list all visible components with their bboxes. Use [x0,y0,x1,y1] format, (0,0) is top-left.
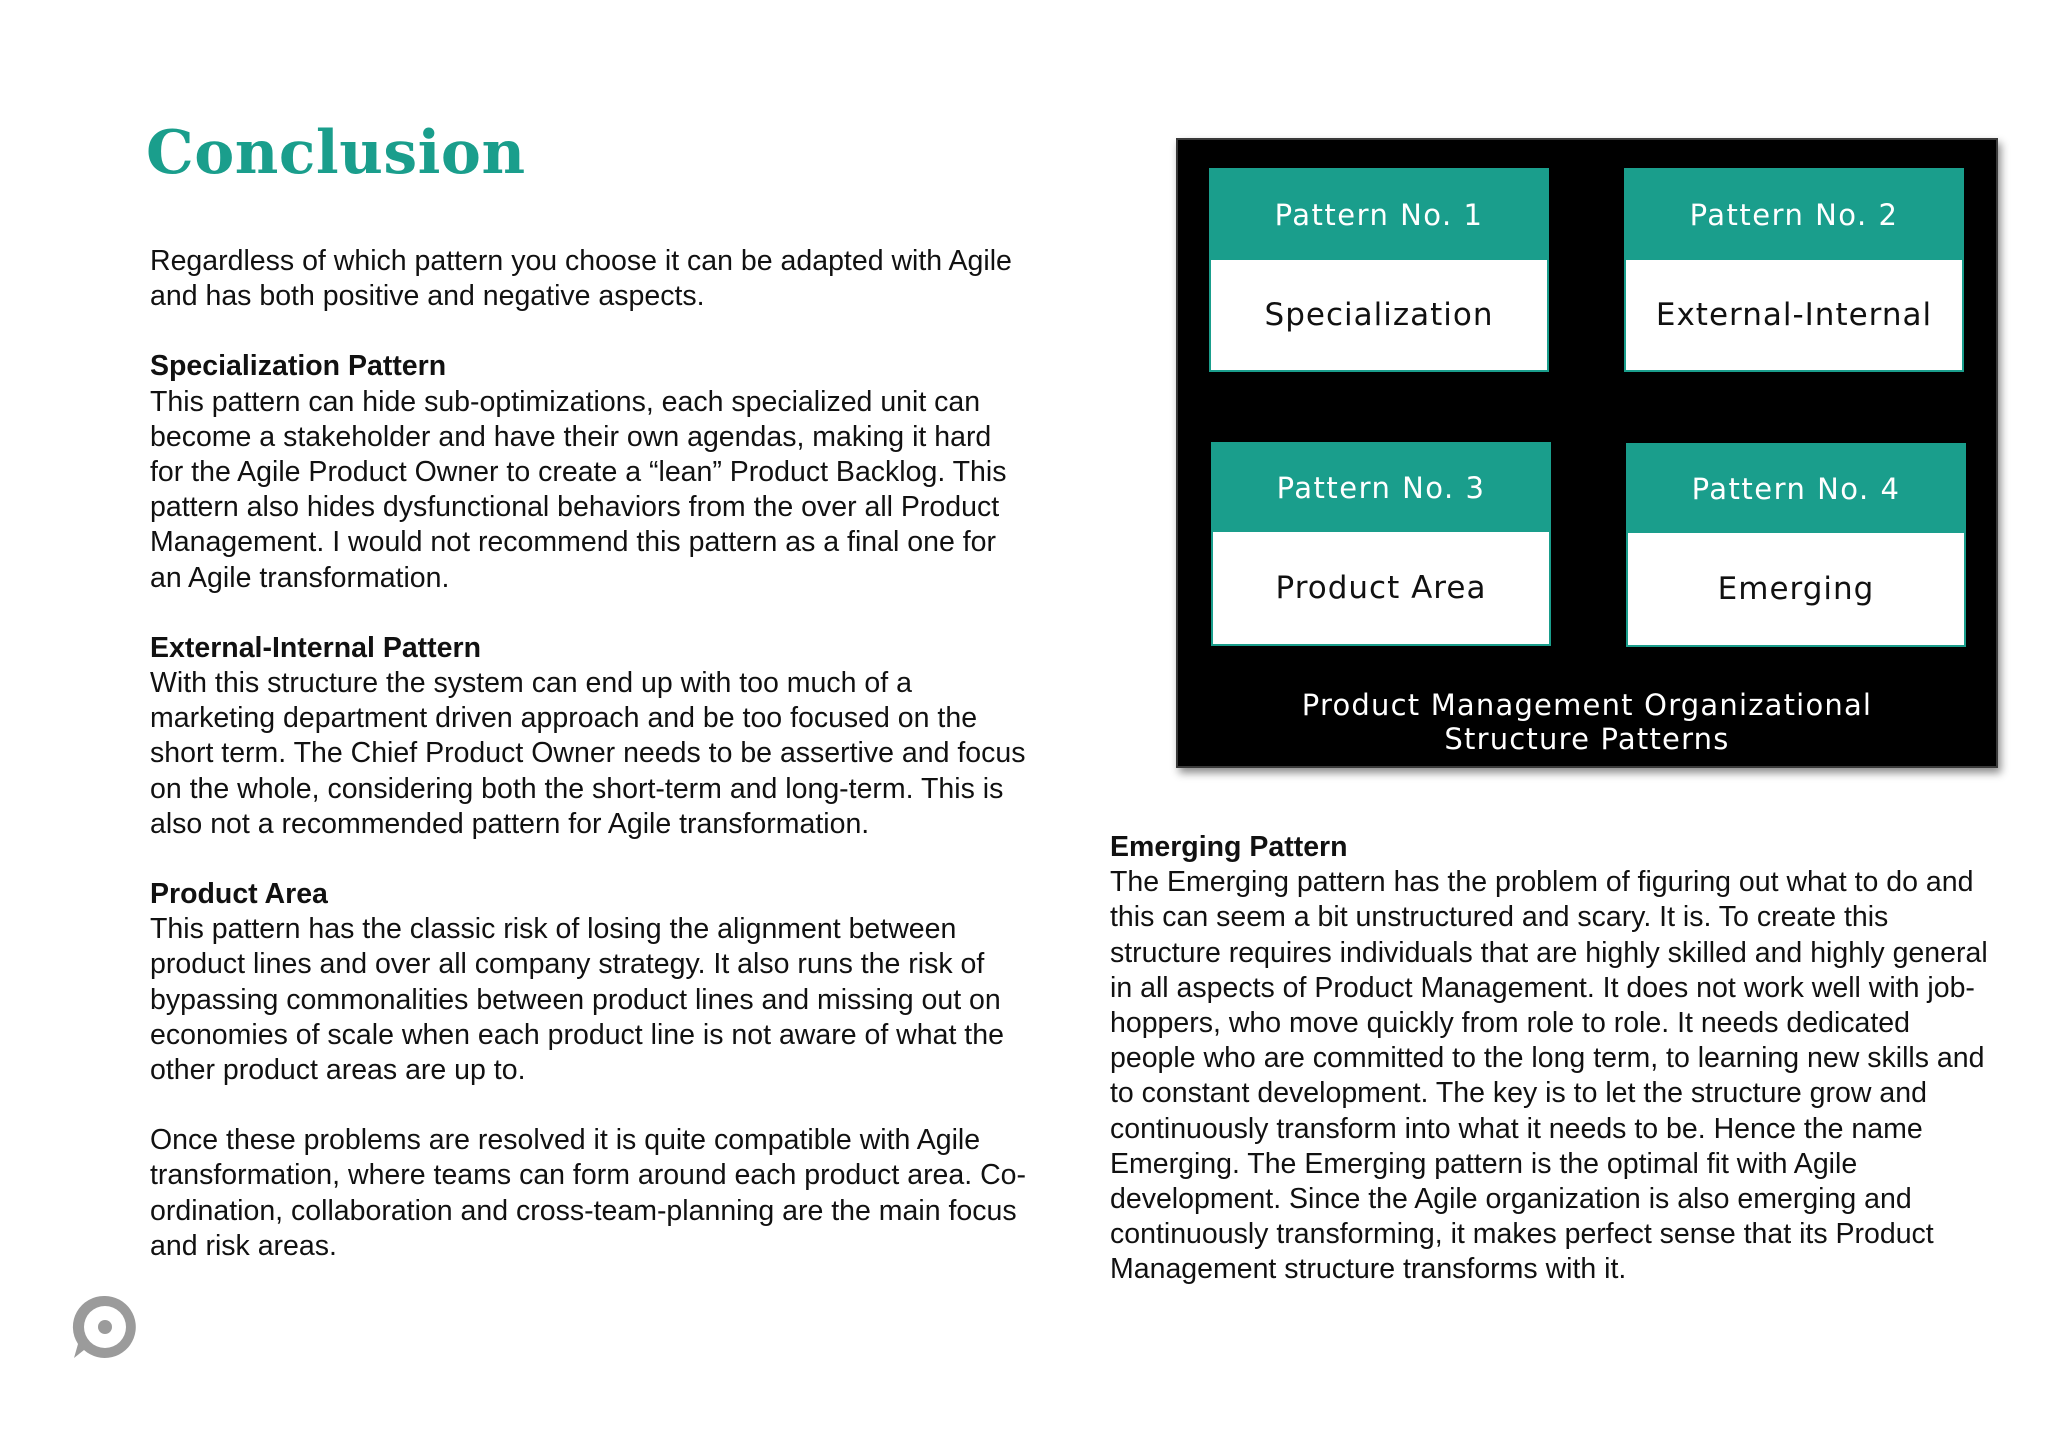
specialization-line: an Agile transformation. [150,561,450,594]
diagram-caption-line: Structure Patterns [1444,722,1730,756]
diagram-caption [1178,688,1996,756]
product-area-line: other product areas are up to. [150,1054,526,1087]
product-area-heading: Product Area [150,878,328,911]
patterns-diagram [1176,138,1998,768]
emerging-line: structure requires individuals that are highly skilled and highly general [1110,936,1988,969]
specialization-line: Management. I would not recommend this pattern as a final one for [150,526,996,559]
intro-line: Regardless of which pattern you choose it can be adapted with Agile [150,245,1012,277]
intro-paragraph [150,244,1070,314]
closing-line: Once these problems are resolved it is quite compatible with Agile [150,1124,981,1157]
pattern-card-name: Specialization [1264,297,1494,333]
specialization-line: pattern also hides dysfunctional behaviors from the over all Product [150,491,1000,524]
external-internal-heading: External-Internal Pattern [150,631,482,664]
pattern-card-label: Pattern No. 1 [1211,170,1547,260]
pattern-card-label: Pattern No. 4 [1628,445,1964,533]
pattern-card-4 [1626,443,1966,647]
page-title: Conclusion [146,118,526,188]
specialization-line: This pattern can hide sub-optimizations, each specialized unit can [150,385,981,418]
emerging-line: Management structure transforms with it. [1110,1253,1627,1286]
diagram-caption-line: Product Management Organizational [1301,688,1873,722]
intro-line: and has both positive and negative aspects. [150,280,705,313]
emerging-line: in all aspects of Product Management. It does not work well with job- [1110,971,1975,1004]
closing-paragraph [150,1123,1070,1264]
product-area-line: product lines and over all company strategy. It also runs the risk of [150,948,985,981]
left-column [150,244,1070,1299]
right-column [1110,830,2030,1323]
pattern-card-3 [1211,442,1551,646]
specialization-line: for the Agile Product Owner to create a “lean” Product Backlog. This [150,456,1007,489]
external-internal-section [150,631,1070,842]
external-internal-line: also not a recommended pattern for Agile transformation. [150,807,870,840]
pattern-card-1 [1209,168,1549,372]
product-area-line: bypassing commonalities between product lines and missing out on [150,983,1001,1016]
speech-bubble-logo-icon [70,1292,140,1362]
emerging-line: continuously transforming, it makes perfect sense that its Product [1110,1218,1934,1251]
emerging-line: hoppers, who move quickly from role to role. It needs dedicated [1110,1007,1911,1040]
closing-line: and risk areas. [150,1229,337,1262]
pattern-card-name: External-Internal [1655,297,1933,333]
pattern-card-name: Emerging [1717,571,1875,607]
pattern-card-2 [1624,168,1964,372]
emerging-line: The Emerging pattern has the problem of figuring out what to do and [1110,866,1974,899]
closing-line: transformation, where teams can form around each product area. Co- [150,1159,1027,1192]
external-internal-line: on the whole, considering both the short-term and long-term. This is [150,772,1004,805]
product-area-line: This pattern has the classic risk of losing the alignment between [150,913,957,946]
emerging-section [1110,830,2030,1288]
emerging-heading: Emerging Pattern [1110,831,1348,863]
external-internal-line: With this structure the system can end up with too much of a [150,667,912,700]
pattern-card-label: Pattern No. 3 [1213,444,1549,532]
emerging-line: to constant development. The key is to let the structure grow and [1110,1077,1927,1110]
product-area-line: economies of scale when each product line is not aware of what the [150,1018,1004,1051]
external-internal-line: short term. The Chief Product Owner needs to be assertive and focus [150,737,1026,770]
specialization-section [150,349,1070,595]
product-area-section [150,877,1070,1088]
specialization-heading: Specialization Pattern [150,350,447,383]
emerging-line: continuously transform into what it needs to be. Hence the name [1110,1112,1923,1145]
external-internal-line: marketing department driven approach and be too focused on the [150,702,978,735]
emerging-line: development. Since the Agile organization is also emerging and [1110,1183,1912,1216]
closing-line: ordination, collaboration and cross-team-planning are the main focus [150,1194,1017,1227]
specialization-line: become a stakeholder and have their own agendas, making it hard [150,420,992,453]
emerging-line: people who are committed to the long term, to learning new skills and [1110,1042,1985,1075]
emerging-line: Emerging. The Emerging pattern is the optimal fit with Agile [1110,1147,1858,1180]
emerging-line: this can seem a bit unstructured and scary. It is. To create this [1110,901,1889,934]
pattern-card-label: Pattern No. 2 [1626,170,1962,260]
pattern-card-name: Product Area [1275,570,1487,606]
